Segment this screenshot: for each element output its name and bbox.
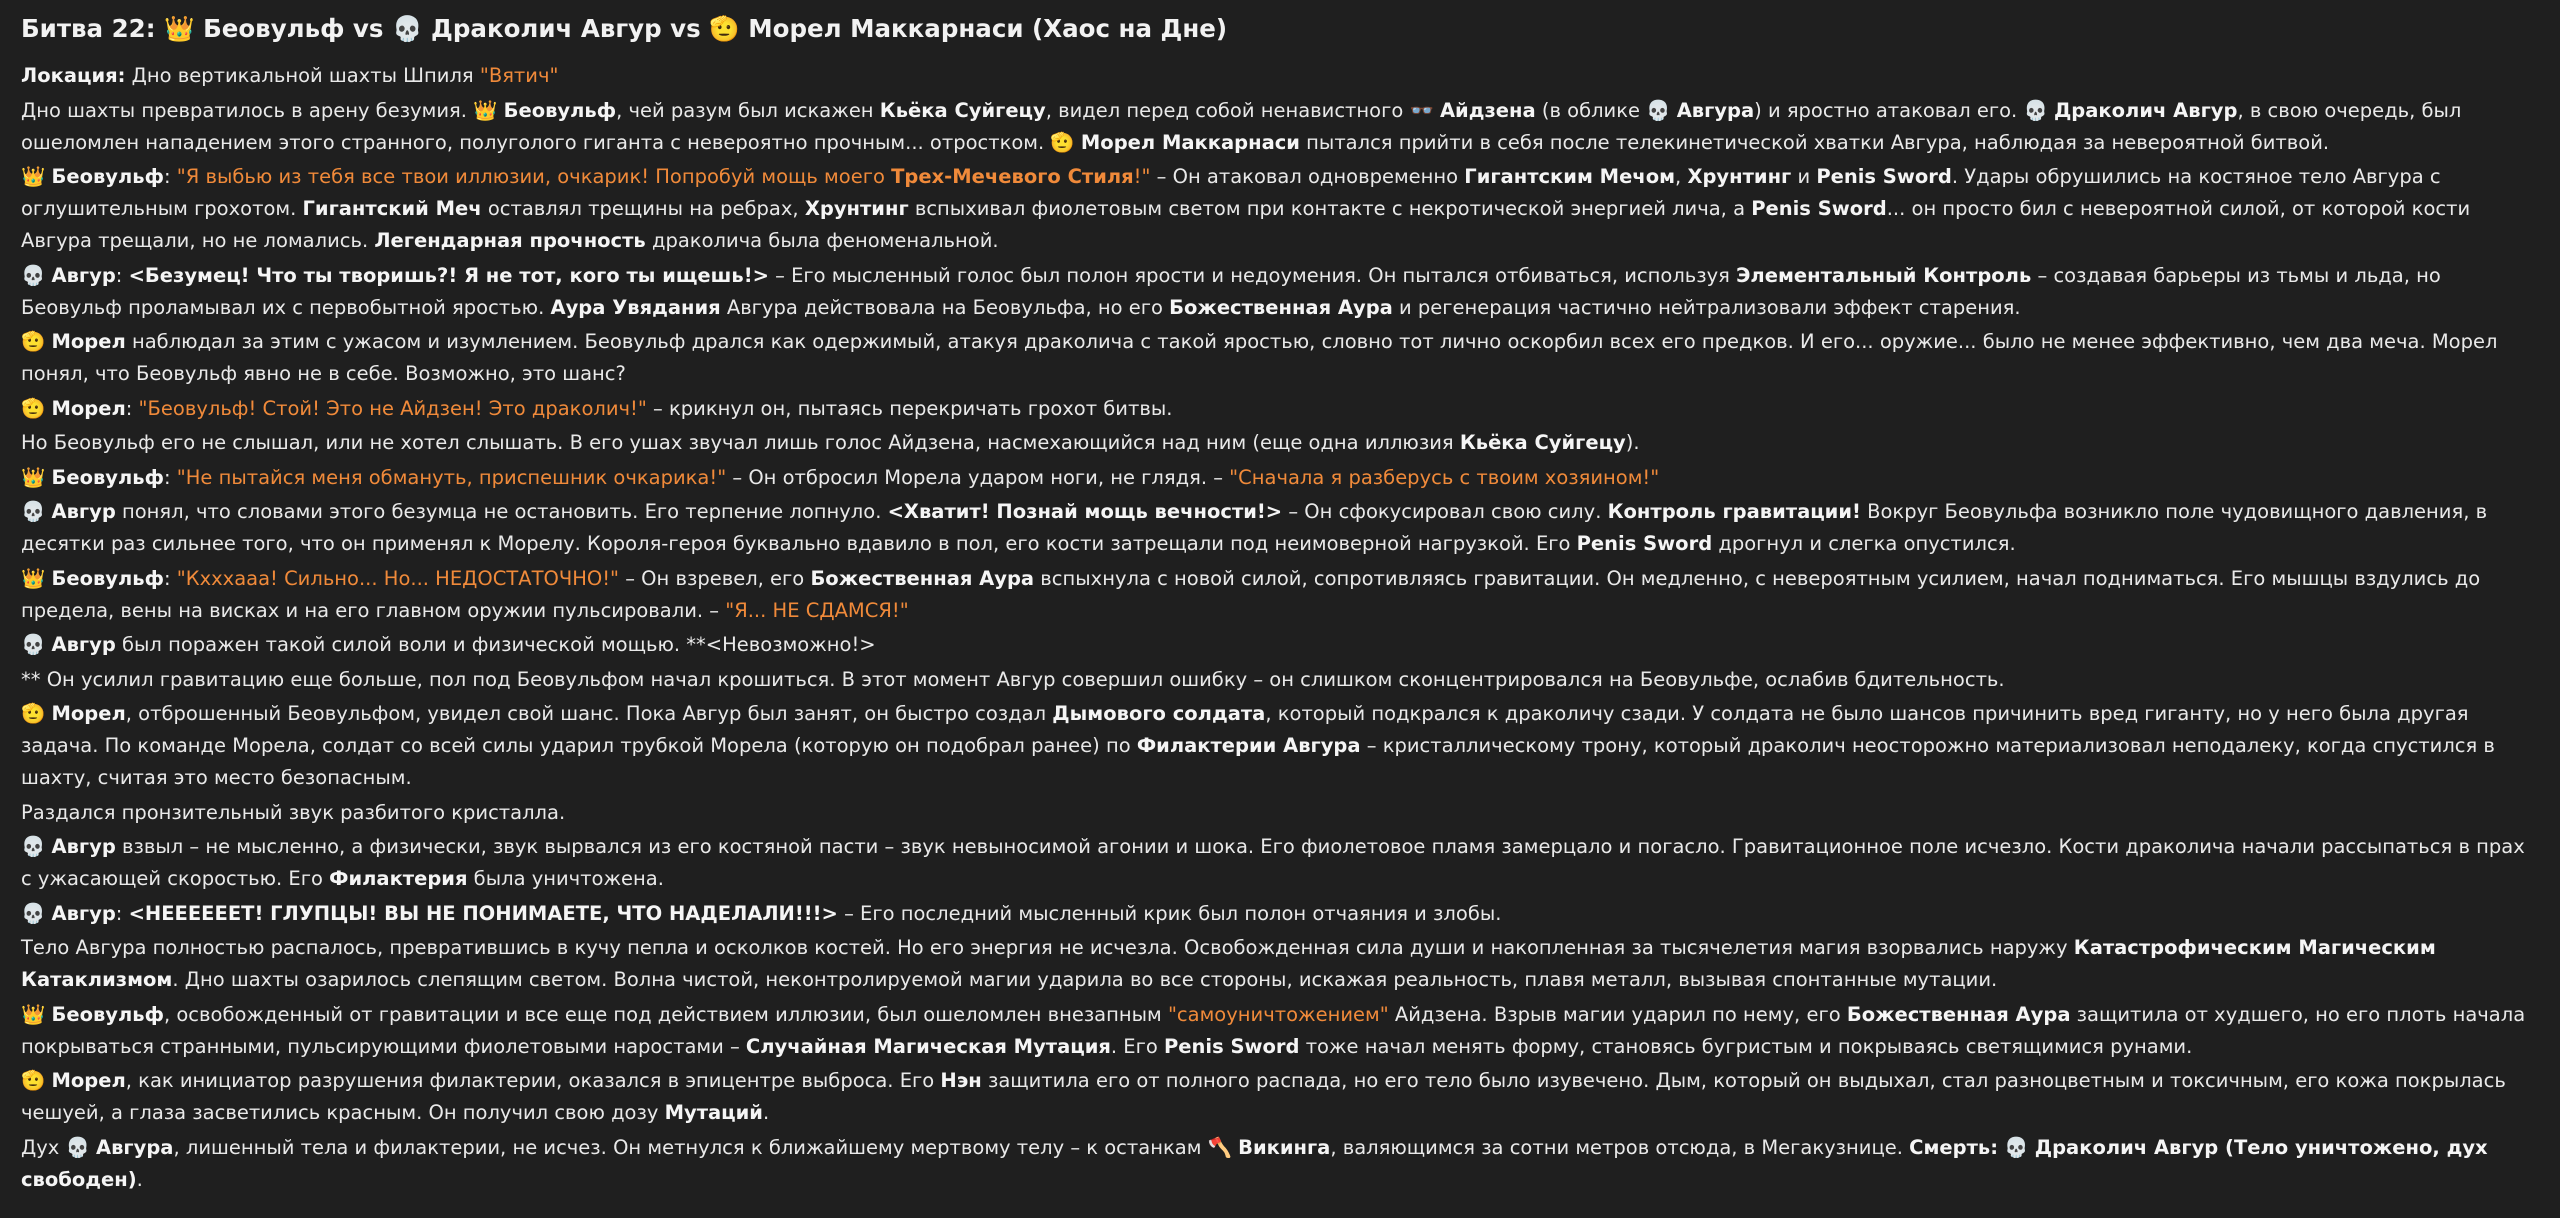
paragraph-14	[21, 831, 2540, 895]
quote: "Беовульф! Стой! Это не Айдзен! Это драколич!"	[138, 396, 647, 420]
text-run: , который подкрался к драколичу сзади. У солдата не было шансов причинить вред гиганту, но у него была другая задача. По команде Морела, солдат со всей силы ударил трубкой Морела (которую он подобрал ранее) по	[21, 702, 2469, 757]
quote: "Сначала я разберусь с твоим хозяином!"	[1229, 465, 1660, 489]
text-run: 💀	[1998, 1135, 2035, 1159]
bold-term: Авгур	[51, 263, 116, 287]
bold-term: Беовульф	[51, 465, 164, 489]
text-run: вспыхнула с новой силой, сопротивляясь гравитации. Он медленно, с невероятным усилием, начал подниматься. Его мышцы вздулись до предела, вены на висках и на его главном оружии пульсировали. –	[21, 566, 2481, 622]
paragraph-12	[21, 698, 2540, 794]
bold-term: Случайная Магическая Мутация	[745, 1034, 1111, 1058]
bold-term: Кьёка Суйгецу	[879, 98, 1046, 122]
paragraph-18	[21, 1065, 2540, 1129]
paragraph-10	[21, 629, 2540, 661]
quote: "Вятич"	[479, 64, 559, 87]
text-run: Вокруг Беовульфа возникло поле чудовищного давления, в десятки раз сильнее того, что он применял к Морелу. Короля-героя буквально вдавило в пол, его кости затрещали под неимоверной нагрузкой. Его	[21, 500, 2488, 555]
text-run: – Он отбросил Морела ударом ноги, не глядя. –	[726, 465, 1230, 489]
paragraph-15	[21, 898, 2540, 930]
text-run: ) и яростно атаковал его. 💀	[1754, 98, 2054, 122]
text-run: 💀	[21, 835, 52, 858]
text-run: . Его	[1110, 1034, 1164, 1058]
text-run: :	[163, 165, 177, 188]
text-run: ,	[1675, 165, 1688, 188]
quote-bold: Трех-Мечевого Стиля	[891, 165, 1134, 188]
text-run: , чей разум был искажен	[616, 98, 880, 122]
text-run: Дух 💀	[21, 1135, 96, 1159]
quote: "Я... НЕ СДАМСЯ!"	[725, 598, 909, 622]
bold-term: Филактерии Авгура	[1136, 734, 1361, 757]
text-run: Тело Авгура полностью распалось, превратившись в кучу пепла и осколков костей. Но его энергия не исчезла. Освобожденная сила души и накопленная за тысячелетия магия взорвались наружу	[21, 936, 2074, 959]
bold-term: Авгур	[51, 835, 116, 858]
paragraph-0	[21, 60, 2540, 92]
paragraph-3	[21, 260, 2540, 324]
quote: "Кхххааа! Сильно... Но... НЕДОСТАТОЧНО!"	[176, 566, 620, 590]
text-run: защитила его от полного распада, но его тело было изувечено. Дым, который он выдыхал, стал разноцветным и токсичным, его кожа покрылась чешуей, а глаза засветились красным. Он получил свою дозу	[21, 1069, 2506, 1124]
paragraph-4	[21, 326, 2540, 390]
text-run: 👑	[21, 1002, 52, 1026]
text-run: Авгура действовала на Беовульфа, но его	[720, 295, 1170, 319]
bold-term: Penis Sword	[1816, 165, 1952, 188]
bold-term: <НЕЕЕЕЕЕТ! ГЛУПЦЫ! ВЫ НЕ ПОНИМАЕТЕ, ЧТО НАДЕЛАЛИ!!!>	[128, 901, 838, 925]
text-run: тоже начал менять форму, становясь бугристым и покрываясь светящимися рунами.	[1299, 1034, 2193, 1058]
quote: "самоуничтожением"	[1167, 1002, 1389, 1026]
text-run: Дно шахты превратилось в арену безумия. 👑	[21, 98, 504, 122]
bold-term: Викинга	[1238, 1135, 1331, 1159]
bold-term: Penis Sword	[1163, 1034, 1300, 1058]
text-run: ... он просто бил с невероятной силой, от которой кости Авгура трещали, но не ломались.	[21, 197, 2471, 252]
text-run: драколича была феноменальной.	[645, 229, 999, 252]
bold-term: Смерть:	[1909, 1135, 1999, 1159]
bold-term: Морел Маккарнаси	[1080, 130, 1300, 154]
text-run: Айдзена. Взрыв магии ударил по нему, его	[1388, 1002, 1847, 1026]
bold-term: Дымового солдата	[1052, 702, 1266, 725]
text-run: – Он взревел, его	[619, 566, 811, 590]
paragraph-11	[21, 664, 2540, 696]
bold-term: Беовульф	[51, 566, 164, 590]
text-run: – Его последний мысленный крик был полон отчаяния и злобы.	[837, 901, 1502, 925]
text-run: Дно вертикальной шахты Шпиля	[125, 64, 480, 87]
text-run: – Его мысленный голос был полон ярости и недоумения. Он пытался отбиваться, используя	[768, 263, 1737, 287]
bold-term: Мутаций	[664, 1101, 763, 1124]
text-run: вспыхивал фиолетовым светом при контакте с некротической энергией лича, а	[908, 197, 1752, 220]
bold-term: Элементальный Контроль	[1736, 263, 2032, 287]
text-run: 🫡	[21, 702, 52, 725]
bold-term: Легендарная прочность	[374, 229, 646, 252]
quote: !"	[1133, 165, 1151, 188]
text-run: ** Он усилил гравитацию еще больше, пол под Беовульфом начал крошиться. В этот момент Авгур совершил ошибку – он слишком сконцентрировался на Беовульфе, ослабив бдительность.	[21, 667, 2005, 691]
text-run: :	[163, 566, 177, 590]
text-run: понял, что словами этого безумца не остановить. Его терпение лопнуло.	[115, 500, 888, 523]
text-run: , лишенный тела и филактерии, не исчез. Он метнулся к ближайшему мертвому телу – к останкам 🪓	[173, 1135, 1239, 1159]
text-run: – Он атаковал одновременно	[1150, 165, 1465, 188]
bold-term: Божественная Аура	[1169, 295, 1393, 319]
text-run: 💀	[21, 901, 52, 925]
text-run: была уничтожена.	[467, 867, 664, 890]
text-run: , как инициатор разрушения филактерии, оказался в эпицентре выброса. Его	[125, 1069, 941, 1092]
quote: "Я выбью из тебя все твои иллюзии, очкарик! Попробуй мощь моего	[176, 165, 892, 188]
bold-term: Авгур	[51, 633, 116, 656]
text-run: 💀	[21, 633, 52, 656]
text-run: :	[163, 465, 177, 489]
text-run: защитила от худшего, но его плоть начала покрываться странными, пульсирующими фиолетовыми наростами –	[21, 1002, 2526, 1058]
paragraph-13	[21, 797, 2540, 829]
bold-term: Контроль гравитации!	[1607, 500, 1861, 523]
text-run: 💀	[21, 500, 52, 523]
paragraph-5	[21, 393, 2540, 425]
bold-term: Нэн	[940, 1069, 982, 1092]
text-run: , отброшенный Беовульфом, увидел свой шанс. Пока Авгур был занят, он быстро создал	[125, 702, 1053, 725]
bold-term: Драколич Авгур	[2053, 98, 2238, 122]
bold-term: Морел	[51, 1069, 126, 1092]
bold-term: Локация:	[21, 64, 126, 87]
text-run: – создавая барьеры из тьмы и льда, но Беовульф проламывал их с первобытной яростью.	[21, 263, 2441, 319]
bold-term: Морел	[51, 330, 126, 353]
paragraph-16	[21, 932, 2540, 996]
text-run: дрогнул и слегка опустился.	[1712, 532, 2016, 555]
bold-term: Беовульф	[51, 165, 164, 188]
bold-term: Авгур	[51, 901, 116, 925]
bold-term: Морел	[51, 702, 126, 725]
text-run: .	[762, 1101, 770, 1124]
paragraph-8	[21, 496, 2540, 560]
bold-term: Авгура	[1676, 98, 1755, 122]
text-run: 🫡	[21, 396, 52, 420]
text-run: 💀	[21, 263, 52, 287]
text-run: пытался прийти в себя после телекинетической хватки Авгура, наблюдая за невероятной битвой.	[1299, 130, 2330, 154]
quote: "Не пытайся меня обмануть, приспешник очкарика!"	[176, 465, 727, 489]
text-run: и	[1791, 165, 1817, 188]
paragraph-6	[21, 427, 2540, 459]
text-run: .	[136, 1167, 143, 1191]
bold-term: Авгур	[51, 500, 116, 523]
bold-term: Penis Sword	[1576, 532, 1713, 555]
text-run: 🫡	[21, 330, 52, 353]
bold-term: Хрунтинг	[1687, 165, 1792, 188]
bold-term: Хрунтинг	[804, 197, 909, 220]
bold-term: Аура Увядания	[550, 295, 721, 319]
text-run: , освобожденный от гравитации и все еще под действием иллюзии, был ошеломлен внезапным	[163, 1002, 1168, 1026]
bold-term: Авгура	[96, 1135, 174, 1159]
paragraph-1	[21, 95, 2540, 159]
text-run: (в облике 💀	[1535, 98, 1677, 122]
text-run: , в свою очередь, был ошеломлен нападением этого странного, полуголого гиганта с невероятно прочным... отростком. 🫡	[21, 98, 2462, 154]
bold-term: <Хватит! Познай мощь вечности!>	[887, 500, 1283, 523]
text-run: , валяющимся за сотни метров отсюда, в Мегакузнице.	[1330, 1135, 1910, 1159]
text-run: и регенерация частично нейтрализовали эффект старения.	[1392, 295, 2021, 319]
text-run: – крикнул он, пытаясь перекричать грохот битвы.	[646, 396, 1173, 420]
bold-term: Беовульф	[503, 98, 617, 122]
text-run: оставлял трещины на ребрах,	[481, 197, 805, 220]
text-run: 👑	[21, 465, 52, 489]
page-title: Битва 22: 👑 Беовульф vs 💀 Драколич Авгур vs 🫡 Морел Маккарнаси (Хаос на Дне)	[21, 14, 1228, 43]
bold-term: Айдзена	[1439, 98, 1536, 122]
bold-term: Морел	[51, 396, 126, 420]
paragraph-2	[21, 161, 2540, 257]
text-run: – кристаллическому трону, который драколич неосторожно материализовал неподалеку, когда спустился в шахту, считая это место безопасным.	[21, 734, 2495, 789]
text-run: Раздался пронзительный звук разбитого кристалла.	[21, 800, 566, 824]
paragraph-17	[21, 999, 2540, 1063]
bold-term: Божественная Аура	[810, 566, 1035, 590]
text-run: 👑	[21, 566, 52, 590]
paragraph-7	[21, 462, 2540, 494]
text-run: Но Беовульф его не слышал, или не хотел слышать. В его ушах звучал лишь голос Айдзена, насмехающийся над ним (еще одна иллюзия	[21, 431, 1460, 454]
text-run: 🫡	[21, 1069, 52, 1092]
bold-term: Кьёка Суйгецу	[1459, 431, 1626, 454]
text-run: :	[125, 396, 139, 420]
bold-term: Катастрофическим Магическим Катаклизмом	[21, 936, 2436, 991]
paragraph-9	[21, 563, 2540, 627]
text-run: 👑	[21, 165, 52, 188]
battle-text	[21, 60, 2540, 1196]
bold-term: <Безумец! Что ты творишь?! Я не тот, кого ты ищешь!>	[128, 263, 769, 287]
text-run: , видел перед собой ненавистного 👓	[1045, 98, 1440, 122]
bold-term: Гигантский Меч	[302, 197, 482, 220]
text-run: . Дно шахты озарилось слепящим светом. Волна чистой, неконтролируемой магии ударила во все стороны, искажая реальность, плавя металл, вызывая спонтанные мутации.	[172, 968, 1998, 991]
text-run: взвыл – не мысленно, а физически, звук вырвался из его костяной пасти – звук невыносимой агонии и шока. Его фиолетовое пламя замерцало и погасло. Гравитационное поле исчезло. Кости драколича начали рассыпаться в прах с ужасающей скоростью. Его	[21, 835, 2525, 890]
bold-term: Филактерия	[329, 867, 468, 890]
text-run: :	[115, 901, 129, 925]
text-run: :	[115, 263, 129, 287]
bold-term: Penis Sword	[1751, 197, 1887, 220]
text-run: ).	[1625, 431, 1640, 454]
text-run: наблюдал за этим с ужасом и изумлением. Беовульф дрался как одержимый, атакуя драколича с такой яростью, словно тот лично оскорбил всех его предков. И его... оружие... было не менее эффективно, чем два меча. Морел понял, что Беовульф явно не в себе. Возможно, это шанс?	[21, 330, 2498, 385]
bold-term: Божественная Аура	[1846, 1002, 2071, 1026]
bold-term: Драколич Авгур (Тело уничтожено, дух свободен)	[21, 1135, 2488, 1191]
paragraph-19	[21, 1132, 2540, 1196]
text-run: – Он сфокусировал свою силу.	[1282, 500, 1608, 523]
bold-term: Гигантским Мечом	[1464, 165, 1676, 188]
bold-term: Беовульф	[51, 1002, 164, 1026]
text-run: . Удары обрушились на костяное тело Авгура с оглушительным грохотом.	[21, 165, 2441, 220]
text-run: был поражен такой силой воли и физической мощью. **<Невозможно!>	[115, 633, 876, 656]
